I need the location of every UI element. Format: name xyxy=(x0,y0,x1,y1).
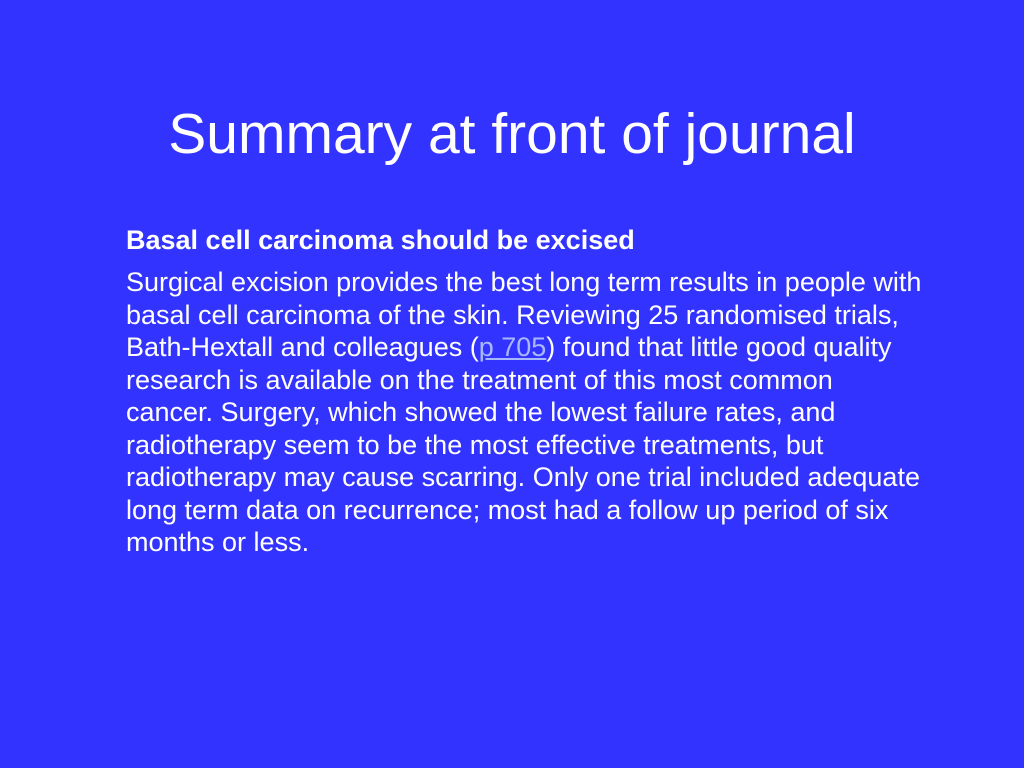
slide-content xyxy=(126,222,926,559)
summary-text-after-link: ) found that little good quality research is available on the treatment of this most common cancer. Surgery, which showed the lowest failure rates, and radiotherapy seem to be the most effective treatments, but radiotherapy may cause scarring. Only one trial included adequate long term data on recurrence; most had a follow up period of six months or less. xyxy=(126,332,920,557)
summary-paragraph xyxy=(126,266,926,559)
summary-heading: Basal cell carcinoma should be excised xyxy=(126,225,635,255)
slide-title: Summary at front of journal xyxy=(168,102,856,166)
page-reference-link[interactable]: p 705 xyxy=(478,332,547,362)
summary-text-before-link: Surgical excision provides the best long term results in people with basal cell carcinoma of the skin. Reviewing 25 randomised trials, Bath-Hextall and colleagues ( xyxy=(126,267,922,362)
